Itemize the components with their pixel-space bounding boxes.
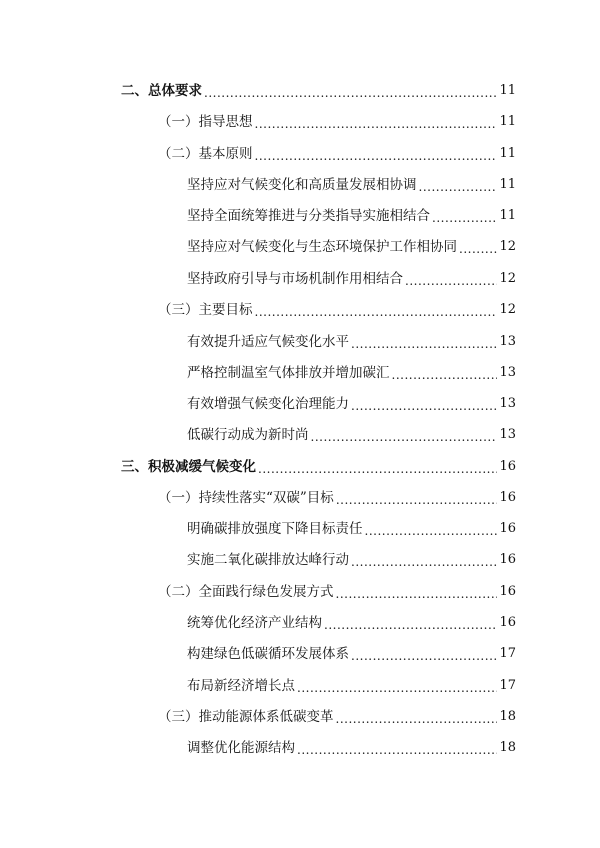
toc-entry-label: 坚持应对气候变化与生态环境保护工作相协同 <box>187 239 457 255</box>
toc-entry-label: 坚持全面统筹推进与分类指导实施相结合 <box>187 208 430 224</box>
toc-dot-leader <box>336 487 498 509</box>
toc-page-number: 11 <box>499 177 516 192</box>
toc-entry[interactable] <box>187 205 516 227</box>
toc-dot-leader <box>351 331 497 353</box>
toc-page-number: 11 <box>499 83 516 98</box>
toc-dot-leader <box>405 268 497 290</box>
toc-entry-label: 坚持应对气候变化和高质量发展相协调 <box>187 177 417 193</box>
toc-entry[interactable] <box>187 675 516 697</box>
toc-entry[interactable] <box>158 487 516 509</box>
toc-page-number: 13 <box>499 334 516 349</box>
toc-entry[interactable] <box>158 143 516 165</box>
toc-page-number: 16 <box>499 459 516 474</box>
toc-entry-label: （一）持续性落实“双碳”目标 <box>158 490 334 506</box>
toc-dot-leader <box>324 612 497 634</box>
toc-entry-label: 明确碳排放强度下降目标责任 <box>187 521 363 537</box>
toc-dot-leader <box>255 299 498 321</box>
toc-page-number: 17 <box>499 646 516 661</box>
toc-entry-label: 实施二氧化碳排放达峰行动 <box>187 552 349 568</box>
toc-dot-leader <box>258 456 497 478</box>
toc-page-number: 11 <box>499 114 516 129</box>
toc-entry-label: 严格控制温室气体排放并增加碳汇 <box>187 365 390 381</box>
toc-entry[interactable] <box>187 549 516 571</box>
toc-entry[interactable] <box>187 612 516 634</box>
toc-dot-leader <box>351 393 497 415</box>
toc-entry-label: 坚持政府引导与市场机制作用相结合 <box>187 271 403 287</box>
toc-dot-leader <box>311 424 498 446</box>
toc-page-number: 16 <box>499 552 516 567</box>
toc-entry-label: 三、积极减缓气候变化 <box>121 459 256 475</box>
toc-dot-leader <box>297 675 497 697</box>
toc-entry-label: 低碳行动成为新时尚 <box>187 427 309 443</box>
toc-entry-label: （三）推动能源体系低碳变革 <box>158 709 334 725</box>
toc-entry-label: 构建绿色低碳循环发展体系 <box>187 646 349 662</box>
toc-entry[interactable] <box>187 331 516 353</box>
toc-dot-leader <box>392 362 498 384</box>
toc-dot-leader <box>432 205 497 227</box>
toc-entry[interactable] <box>187 362 516 384</box>
toc-page-number: 12 <box>499 302 516 317</box>
toc-page-number: 13 <box>499 365 516 380</box>
toc-dot-leader <box>336 581 498 603</box>
toc-entry[interactable] <box>158 581 516 603</box>
toc-entry-label: 布局新经济增长点 <box>187 678 295 694</box>
toc-entry-label: 统筹优化经济产业结构 <box>187 615 322 631</box>
toc-dot-leader <box>204 80 497 102</box>
toc-entry[interactable] <box>187 174 516 196</box>
toc-dot-leader <box>365 518 498 540</box>
toc-entry-label: （二）基本原则 <box>158 146 253 162</box>
toc-entry[interactable] <box>158 299 516 321</box>
toc-dot-leader <box>336 706 498 728</box>
toc-entry-label: 调整优化能源结构 <box>187 740 295 756</box>
toc-page-number: 17 <box>499 678 516 693</box>
toc-page-number: 13 <box>499 427 516 442</box>
toc-page-number: 11 <box>499 146 516 161</box>
toc-entry-label: 二、总体要求 <box>121 83 202 99</box>
toc-dot-leader <box>255 111 498 133</box>
toc-entry-label: （三）主要目标 <box>158 302 253 318</box>
toc-page-number: 13 <box>499 396 516 411</box>
toc-entry[interactable] <box>187 737 516 759</box>
toc-page-number: 11 <box>499 208 516 223</box>
toc-page-number: 18 <box>499 709 516 724</box>
toc-entry[interactable] <box>187 268 516 290</box>
toc-entry[interactable] <box>187 393 516 415</box>
toc-entry[interactable] <box>187 518 516 540</box>
toc-entry-label: （一）指导思想 <box>158 114 253 130</box>
toc-entry[interactable] <box>158 706 516 728</box>
toc-entry-label: 有效增强气候变化治理能力 <box>187 396 349 412</box>
toc-entry[interactable] <box>187 643 516 665</box>
toc-dot-leader <box>459 236 497 258</box>
toc-dot-leader <box>419 174 498 196</box>
toc-entry-label: 有效提升适应气候变化水平 <box>187 334 349 350</box>
toc-entry[interactable] <box>158 111 516 133</box>
toc-entry[interactable] <box>121 80 516 102</box>
toc-page-number: 12 <box>499 239 516 254</box>
toc-page-number: 12 <box>499 271 516 286</box>
toc-page-number: 16 <box>499 615 516 630</box>
toc-page-number: 16 <box>499 490 516 505</box>
toc-entry[interactable] <box>187 236 516 258</box>
toc-dot-leader <box>255 143 498 165</box>
toc-page-number: 18 <box>499 740 516 755</box>
toc-dot-leader <box>351 549 497 571</box>
toc-dot-leader <box>297 737 497 759</box>
toc-entry[interactable] <box>187 424 516 446</box>
toc-page-number: 16 <box>499 521 516 536</box>
toc-page-number: 16 <box>499 584 516 599</box>
toc-dot-leader <box>351 643 497 665</box>
toc-entry[interactable] <box>121 456 516 478</box>
toc-entry-label: （二）全面践行绿色发展方式 <box>158 584 334 600</box>
